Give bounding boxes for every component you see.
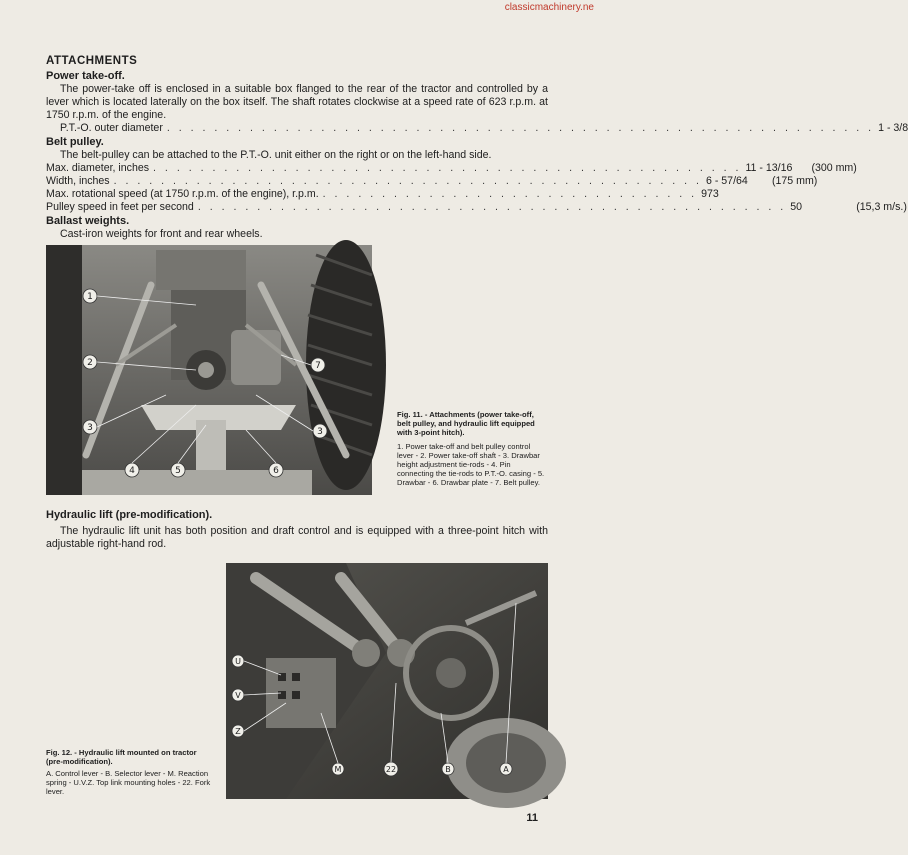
- watermark: classicmachinery.ne: [504, 2, 594, 13]
- spec-value: 11 - 13/16: [745, 162, 793, 174]
- spec-label: Width, inches: [46, 175, 110, 187]
- svg-text:22: 22: [385, 765, 397, 774]
- spec-label: Max. diameter, inches: [46, 162, 150, 174]
- svg-text:4: 4: [129, 466, 135, 476]
- pto-spec-value: 1 - 3/8: [878, 122, 908, 134]
- svg-text:6: 6: [273, 466, 279, 476]
- pto-text: The power-take off is enclosed in a suitable box flanged to the rear of the tractor and controlled by a lever which is located laterally on the box itself. The shaft rotates clockwise at a speed rate of 623 r.p.m. at 1750 r.p.m. of the engine.: [46, 83, 548, 121]
- spec-value: 6 - 57/64: [705, 175, 748, 187]
- belt-spec-row: [46, 162, 857, 175]
- belt-spec-row: [46, 188, 719, 201]
- attachments-section: [46, 55, 908, 241]
- pto-heading: Power take-off.: [46, 70, 125, 82]
- fig11-callout-5: [171, 463, 185, 477]
- leader-dots: . . . . . . . . . . . . . . . . . . . . . . . . . . . . . . . . . . . . . . . . . . . . . . . . . .: [113, 175, 702, 187]
- fig11-callout-7: [311, 358, 325, 372]
- fig12-callout-U: [232, 655, 244, 667]
- svg-text:5: 5: [175, 466, 181, 476]
- svg-text:A: A: [503, 765, 509, 774]
- hydraulic-section: [46, 508, 548, 551]
- ballast-text: Cast-iron weights for front and rear wheels.: [60, 228, 263, 240]
- svg-text:2: 2: [87, 358, 93, 368]
- spec-label: Max. rotational speed (at 1750 r.p.m. of the engine), r.p.m.: [46, 188, 319, 200]
- fig11-callout-2: [83, 355, 97, 369]
- fig11-callout-3-left: [83, 420, 97, 434]
- belt-heading: Belt pulley.: [46, 136, 104, 148]
- fig11-callout-3-right: [313, 424, 327, 438]
- ballast-heading: Ballast weights.: [46, 215, 130, 227]
- svg-text:1: 1: [87, 292, 93, 302]
- leader-dots: . . . . . . . . . . . . . . . . . . . . . . . . . . . . . . . . . . . . . . . . . . . . . . . . . . . . . . . . . . . .: [166, 122, 875, 134]
- lift-housing: [156, 250, 246, 290]
- fig11-legend: 1. Power take-off and belt pulley control lever - 2. Power take-off shaft - 3. Drawbar height adjustment tie-rods - 4. Pin connecting the tie-rods to P.T.-O. casing - 5. Drawbar - 6. Drawbar plate - 7. Belt pulley.: [397, 442, 545, 487]
- belt-text: The belt-pulley can be attached to the P.T.-O. unit either on the right or on the left-hand side.: [60, 149, 492, 161]
- svg-text:M: M: [334, 765, 342, 774]
- fig12-photo: [226, 563, 548, 799]
- svg-text:3: 3: [317, 427, 323, 437]
- fig11-caption: [397, 410, 547, 487]
- belt-spec-row: [46, 201, 907, 214]
- fig11-title: Fig. 11. - Attachments (power take-off, belt pulley, and hydraulic lift equipped with 3-point hitch).: [397, 410, 535, 437]
- fig11-callout-1: [83, 289, 97, 303]
- svg-text:V: V: [235, 691, 241, 700]
- left-tyre: [46, 245, 82, 495]
- spec-value: 50: [790, 201, 803, 213]
- svg-text:B: B: [445, 765, 451, 774]
- fig11-callout-4: [125, 463, 139, 477]
- attachments-heading: ATTACHMENTS: [46, 55, 138, 67]
- hydraulic-text: The hydraulic lift unit has both position and draft control and is equipped with a three-point hitch with adjustable right-hand rod.: [46, 525, 548, 550]
- spec-metric: (300 mm): [811, 162, 857, 174]
- spec-label: Pulley speed in feet per second: [46, 201, 194, 213]
- fig12-callout-Z: [232, 725, 244, 737]
- pto-spec-row: [46, 122, 908, 135]
- belt-specs: [46, 162, 907, 214]
- fig12-callout-22: [384, 762, 398, 776]
- belt-spec-row: [46, 175, 818, 188]
- svg-text:Z: Z: [235, 727, 241, 736]
- fig11-photo: [46, 245, 372, 495]
- leader-dots: . . . . . . . . . . . . . . . . . . . . . . . . . . . . . . . .: [322, 188, 698, 200]
- spec-value: 973: [701, 188, 719, 200]
- spec-metric: (175 mm): [771, 175, 818, 187]
- fig12-callout-V: [232, 689, 244, 701]
- svg-text:U: U: [235, 657, 241, 666]
- spec-metric: (15,3 m/s.): [856, 201, 907, 213]
- leader-dots: . . . . . . . . . . . . . . . . . . . . . . . . . . . . . . . . . . . . . . . . . . . . . . . . . .: [197, 201, 787, 213]
- fig11-callout-6: [269, 463, 283, 477]
- fig12-title: Fig. 12. - Hydraulic lift mounted on tractor (pre-modification).: [46, 748, 197, 766]
- hydraulic-heading: Hydraulic lift (pre-modification).: [46, 509, 213, 521]
- fig12-callout-M: [332, 763, 344, 775]
- fig12-callout-A: [500, 763, 512, 775]
- fig12-caption: [46, 748, 211, 796]
- svg-text:7: 7: [315, 361, 321, 371]
- leader-dots: . . . . . . . . . . . . . . . . . . . . . . . . . . . . . . . . . . . . . . . . . . . . . . . . . .: [153, 162, 742, 174]
- page-number: 11: [526, 812, 538, 824]
- pto-spec-label: P.T.-O. outer diameter: [60, 122, 163, 134]
- belt-pulley: [231, 330, 281, 385]
- fig12-legend: A. Control lever - B. Selector lever - M. Reaction spring - U.V.Z. Top link mounting holes - 22. Fork lever.: [46, 769, 211, 796]
- fig12-callout-B: [442, 763, 454, 775]
- svg-text:3: 3: [87, 423, 93, 433]
